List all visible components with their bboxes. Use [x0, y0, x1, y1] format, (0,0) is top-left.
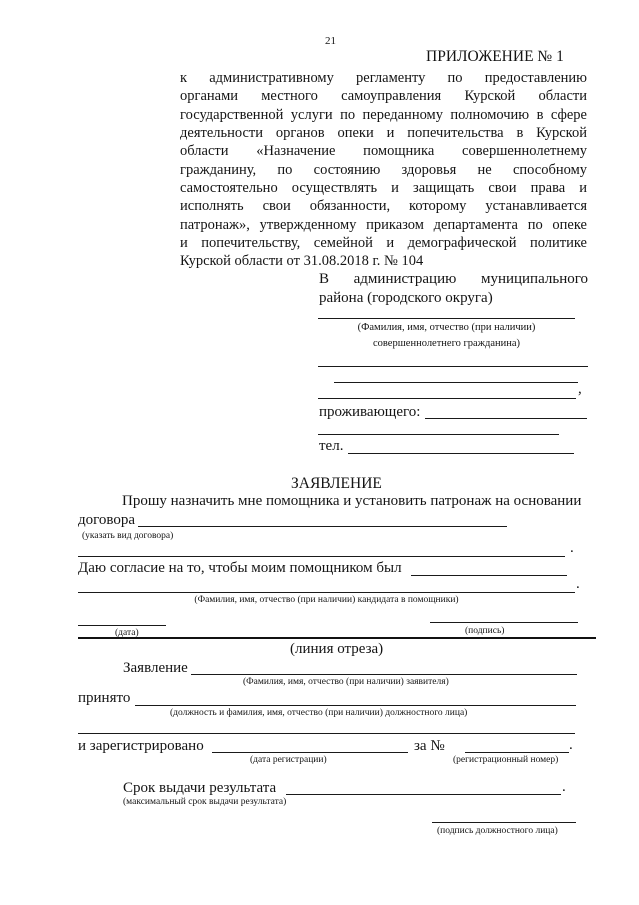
residing-line[interactable]: [425, 418, 587, 419]
appendix-title: ПРИЛОЖЕНИЕ № 1: [426, 48, 564, 65]
residing-label: проживающего:: [319, 404, 421, 420]
contract-period: .: [570, 540, 574, 556]
contract-label: договора: [78, 512, 136, 528]
phone-line[interactable]: [348, 453, 574, 454]
signature-caption: (подпись): [465, 626, 505, 636]
appendix-line: к административному регламенту по предоставлению: [180, 70, 587, 86]
contract-caption: (указать вид договора): [82, 531, 174, 541]
addressee-line-1: В администрацию муниципального: [319, 271, 588, 287]
applicant-line[interactable]: [191, 674, 577, 675]
consent-label: Даю согласие на то, чтобы моим помощником был: [78, 560, 402, 576]
candidate-caption: (Фамилия, имя, отчество (при наличии) кандидата в помощники): [194, 595, 459, 605]
phone-label: тел.: [319, 438, 344, 454]
official-caption: (должность и фамилия, имя, отчество (при наличии) должностного лица): [170, 708, 468, 718]
consent-line[interactable]: [411, 575, 567, 576]
receipt-statement-label: Заявление: [123, 660, 188, 676]
address-comma: ,: [578, 381, 582, 397]
signature-line[interactable]: [430, 622, 578, 623]
appendix-line: самостоятельно осуществлять и защищать свои права и: [180, 180, 587, 196]
cut-line-label: (линия отреза): [290, 641, 384, 657]
official-line[interactable]: [135, 705, 576, 706]
candidate-line[interactable]: [78, 592, 575, 593]
official-signature-caption: (подпись должностного лица): [437, 826, 558, 836]
deadline-caption: (максимальный срок выдачи результата): [123, 797, 287, 807]
request-line: Прошу назначить мне помощника и установить патронаж на основании: [122, 493, 582, 509]
reg-date-caption: (дата регистрации): [250, 755, 327, 765]
appendix-line: и попечительству, семейной и демографической политике: [180, 235, 587, 251]
number-label: за №: [414, 738, 445, 754]
appendix-line: патронаж», утвержденному приказом департамента по опеке: [180, 217, 587, 233]
residing-line-2[interactable]: [318, 434, 559, 435]
date-caption: (дата): [115, 628, 139, 638]
appendix-line: Курской области от 31.08.2018 г. № 104: [180, 253, 424, 269]
appendix-line: области «Назначение помощника совершеннолетнему: [180, 143, 587, 159]
number-period: .: [569, 737, 573, 753]
reg-date-line[interactable]: [212, 752, 408, 753]
address-line[interactable]: [318, 398, 576, 399]
fio-line[interactable]: [318, 318, 575, 319]
appendix-line: органами местного самоуправления Курской области: [180, 88, 587, 104]
fio-caption: (Фамилия, имя, отчество (при наличии): [357, 322, 536, 333]
address-line[interactable]: [318, 366, 588, 367]
page-number: 21: [325, 35, 336, 47]
statement-title: ЗАЯВЛЕНИЕ: [291, 475, 382, 492]
official-line-2[interactable]: [78, 733, 575, 734]
candidate-period: .: [576, 576, 580, 592]
deadline-period: .: [562, 779, 566, 795]
appendix-line: деятельности органов опеки и попечительства в Курской: [180, 125, 587, 141]
appendix-line: государственной услуги по переданному полномочию в сфере: [180, 107, 587, 123]
reg-number-caption: (регистрационный номер): [453, 755, 559, 765]
deadline-line[interactable]: [286, 794, 561, 795]
official-signature-line[interactable]: [432, 822, 576, 823]
appendix-line: гражданину, по состоянию здоровья не способному: [180, 162, 587, 178]
address-line[interactable]: [334, 382, 578, 383]
cut-line: [78, 637, 596, 639]
contract-line[interactable]: [138, 526, 507, 527]
registered-label: и зарегистрировано: [78, 738, 204, 754]
accepted-label: принято: [78, 690, 131, 706]
addressee-line-2: района (городского округа): [319, 290, 493, 306]
deadline-label: Срок выдачи результата: [123, 780, 277, 796]
date-line[interactable]: [78, 625, 166, 626]
contract-line-2[interactable]: [78, 556, 565, 557]
applicant-caption: (Фамилия, имя, отчество (при наличии) заявителя): [243, 677, 449, 687]
reg-number-line[interactable]: [465, 752, 569, 753]
appendix-line: исполнять свои обязанности, которому устанавливается: [180, 198, 587, 214]
fio-caption: совершеннолетнего гражданина): [373, 338, 520, 349]
